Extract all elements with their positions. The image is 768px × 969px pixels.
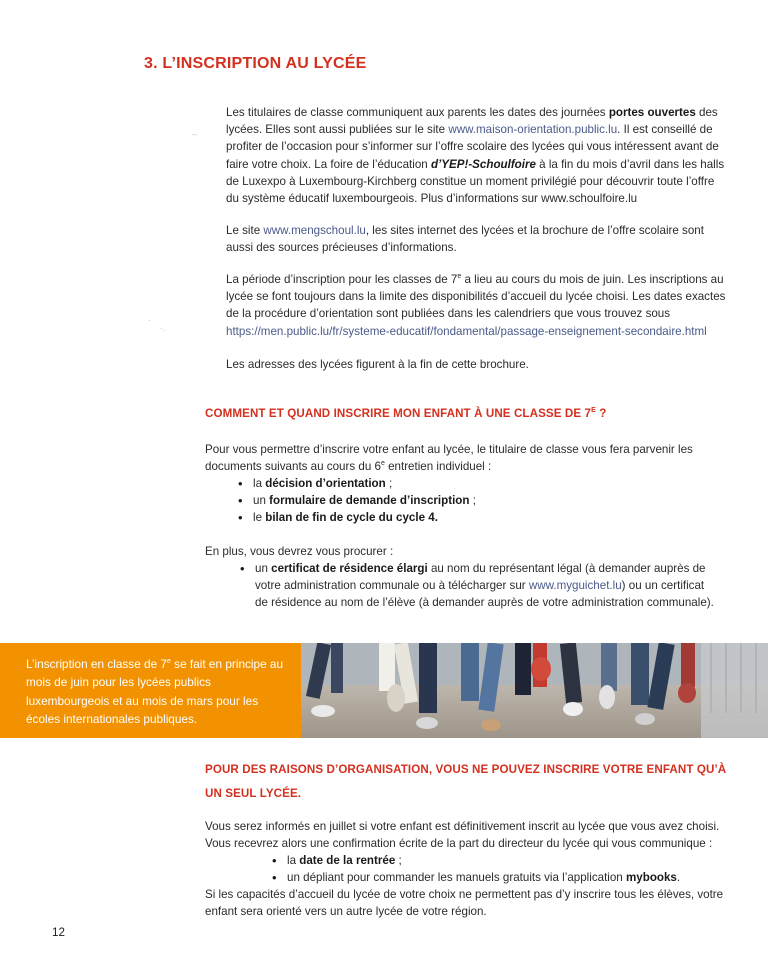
page-number: 12 <box>52 926 65 939</box>
maison-orientation-link[interactable]: www.maison-orientation.public.lu <box>448 123 618 137</box>
list-item: • la décision d’orientation ; <box>238 475 718 492</box>
myguichet-link[interactable]: www.myguichet.lu <box>528 579 622 593</box>
how-heading: COMMENT ET QUAND INSCRIRE MON ENFANT À UNE CLASSE DE $7^E$ ? <box>205 407 607 420</box>
procure-list <box>240 560 718 612</box>
list-item: • un certificat de résidence élargi au nom du représentant légal (à demander auprès de votre administration communale ou à télécharger sur www.myguichet.lu) ou un certificat de résidence au nom de l’élève (à demander auprès de votre administration communale). <box>240 560 718 612</box>
callout-box <box>0 643 301 738</box>
open-days-strong: portes ouvertes <box>608 106 696 119</box>
margin-mark: ·. <box>160 323 166 333</box>
photo-illustration <box>301 643 768 738</box>
how-paragraph: Pour vous permettre d’inscrire votre enfant au lycée, le titulaire de classe vous fera parvenir les documents suivants au cours du 6e entretien individuel : <box>205 443 693 474</box>
list-item: • le bilan de fin de cycle du cycle 4. <box>238 509 718 526</box>
list-item: • la date de la rentrée ; <box>272 852 722 869</box>
intro-paragraph-registration-period: La période d’inscription pour les classes de 7e a lieu au cours du mois de juin. Les inscriptions au lycée se font toujours dans la limite des disponibilités d’accueil du lycée choisi. Les dates exactes de la procédure d’orientation sont publiées dans les calendriers que vous trouvez sous https://men.public.lu/fr/systeme-educatif/fondamental/passage-enseignement-secondaire.html <box>226 273 726 338</box>
mengschoul-link[interactable]: www.mengschoul.lu <box>263 224 366 237</box>
intro-paragraph-mengschoul: Le site www.mengschoul.lu, les sites internet des lycées et la brochure de l’offre scolaire sont aussi des sources précieuses d’informations. <box>226 224 704 255</box>
documents-list <box>238 475 718 527</box>
intro-paragraph-addresses: Les adresses des lycées figurent à la fin de cette brochure. <box>226 358 529 371</box>
men-public-link[interactable]: https://men.public.lu/fr/systeme-educatif/fondamental/passage-enseignement-secondaire.html <box>226 324 707 338</box>
margin-mark: · <box>148 315 151 325</box>
organisation-paragraph: Vous serez informés en juillet si votre enfant est définitivement inscrit au lycée que vous avez choisi. Vous recevrez alors une confirmation écrite de la part du directeur du lycée qui vous communique : <box>205 820 720 851</box>
list-item: • un formulaire de demande d’inscription ; <box>238 492 718 509</box>
confirmation-list <box>272 852 722 886</box>
capacity-paragraph: Si les capacités d’accueil du lycée de votre choix ne permettent pas d’y inscrire tous les élèves, votre enfant sera orienté vers un autre lycée de votre région. <box>205 888 724 919</box>
list-item: • un dépliant pour commander les manuels gratuits via l’application mybooks. <box>272 869 722 886</box>
schoulfoire-name: d’YEP!-Schoulfoire <box>430 157 536 171</box>
callout-text: L’inscription en classe de 7e se fait en principe au mois de juin pour les lycées publics luxembourgeois et au mois de mars pour les écoles internationales publiques. <box>26 657 284 727</box>
intro-paragraph-open-days: Les titulaires de classe communiquent aux parents les dates des journées portes ouvertes des lycées. Elles sont aussi publiées sur le site www.maison-orientation.public.lu. Il est conseillé de profiter de l’occasion pour s’informer sur l’offre scolaire des lycées qui vous intéressent avant de faire votre choix. La foire de l’éducation d’YEP!-Schoulfoire à la fin du mois d’avril dans les halls de Luxexpo à Luxembourg-Kirchberg constitue un moment privilégié pour découvrir toute l’offre du système éducatif luxembourgeois. Plus d’informations sur www.schoulfoire.lu <box>226 106 725 206</box>
running-students-photo <box>301 643 768 738</box>
organisation-heading: POUR DES RAISONS D’ORGANISATION, VOUS NE POUVEZ INSCRIRE VOTRE ENFANT QU’À UN SEUL LYCÉE. <box>205 763 727 800</box>
procure-paragraph: En plus, vous devrez vous procurer : <box>205 545 394 558</box>
margin-mark: – <box>192 129 198 139</box>
section-title: 3. L’INSCRIPTION AU LYCÉE <box>144 55 367 72</box>
